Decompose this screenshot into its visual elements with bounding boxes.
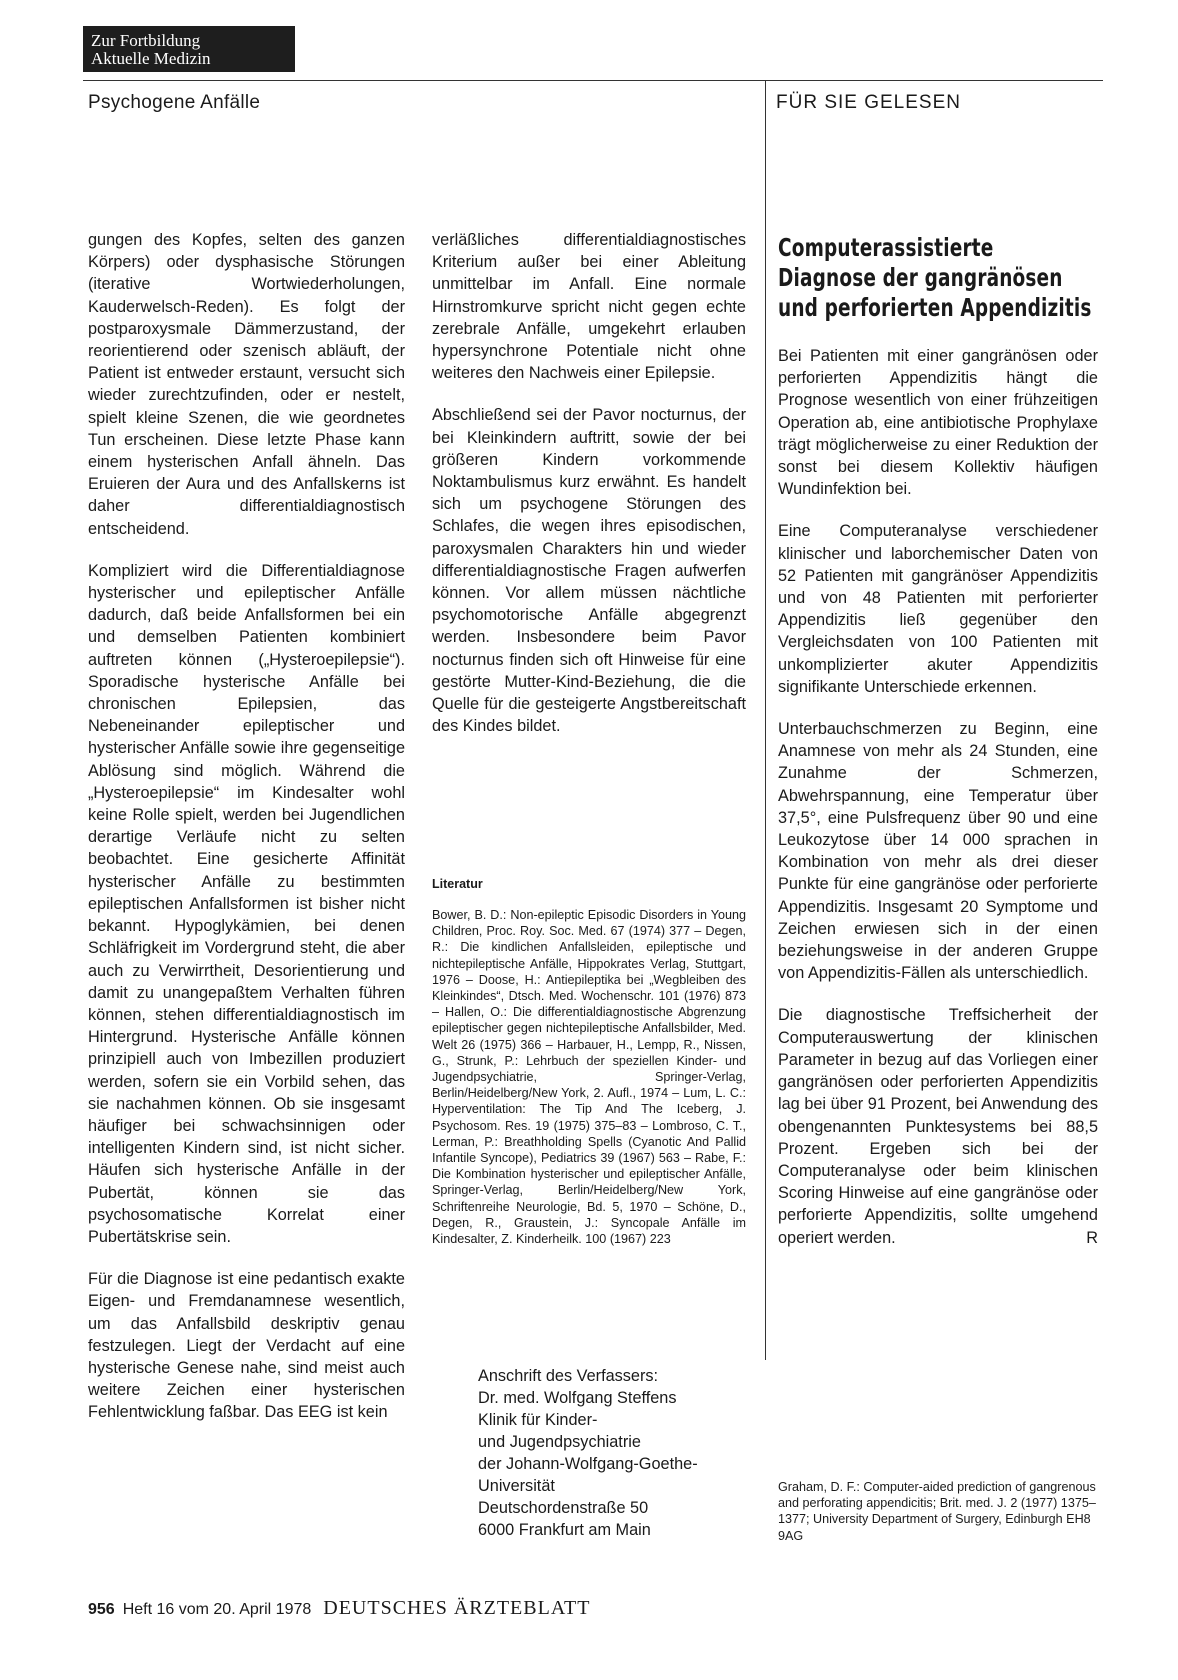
page-footer [88, 1597, 590, 1620]
address-line: Dr. med. Wolfgang Steffens [478, 1389, 677, 1407]
column-3 [778, 229, 1098, 1249]
end-mark: R [1086, 1228, 1098, 1247]
running-head-right: FÜR SIE GELESEN [776, 92, 961, 113]
paragraph: verläßliches differentialdiagnostisches Kriterium außer bei einer Ableitung unmittelbar im Anfall. Eine normale Hirnstromkurve spricht nicht gegen echte zerebrale Anfälle, umgekehrt erlauben hypersynchrone Potentiale nicht ohne weiteres den Nachweis einer Epilepsie. [432, 231, 746, 383]
paragraph: Eine Computeranalyse verschiedener klinischer und laborchemischer Daten von 52 Patienten mit gangränöser Appendizitis und von 48 Patienten mit perforierter Appendizitis ließ gegenüber den Vergleichsdaten von 100 Patienten mit unkomplizierter akuter Appendizitis signifikante Unterschiede erkennen. [778, 522, 1098, 696]
literature-heading: Literatur [432, 877, 483, 891]
address-line: Anschrift des Verfassers: [478, 1367, 659, 1385]
paragraph [778, 1004, 1098, 1248]
address-line: und Jugendpsychiatrie [478, 1433, 641, 1451]
paragraph-text: Die diagnostische Treffsicherheit der Computerauswertung der klinischen Parameter in bezug auf das Vorliegen einer gangränösen oder perforierten Appendizitis lag bei über 91 Prozent, bei Anwendung des obengenannten Punktesystems bei 88,5 Prozent. Ergeben sich bei der Computeranalyse oder beim klinischen Scoring Hinweise auf eine gangränöse oder perforierte Appendizitis, sollte umgehend operiert werden. [778, 1006, 1098, 1247]
paragraph: Bei Patienten mit einer gangränösen oder perforierten Appendizitis hängt die Prognose wesentlich von einer frühzeitigen Operation ab, eine antibiotische Prophylaxe trägt möglicherweise zu einer Reduktion der sonst bei diesem Kollektiv häufigen Wundinfektion bei. [778, 347, 1098, 499]
paragraph: Abschließend sei der Pavor nocturnus, der bei Kleinkindern auftritt, sowie der bei größeren Kindern vorkommende Noktambulismus kurz erwähnt. Es handelt sich um psychogene Störungen des Schlafes, die wegen ihres episodischen, paroxysmalen Charakters hin und wieder differentialdiagnostische Fragen aufwerfen können. Vor allem müssen nächtliche psychomotorische Anfälle abgegrenzt werden. Insbesondere beim Pavor nocturnus finden sich oft Hinweise für eine gestörte Mutter-Kind-Beziehung, die die Quelle für die gesteigerte Angstbereitschaft des Kindes bildet. [432, 406, 746, 736]
paragraph: gungen des Kopfes, selten des ganzen Körpers) oder dysphasische Störungen (iterative Wortwiederholungen, Kauderwelsch-Reden). Es folgt der postparoxysmale Dämmerzustand, der reorientierend oder szenisch abläuft, der Patient ist entweder erstaunt, versucht sich wieder zurechtzufinden, oder er nestelt, spielt kleine Szenen, die wie geordnetes Tun erscheinen. Diese letzte Phase kann einem hysterischen Anfall ähneln. Das Eruieren der Aura und des Anfallskerns ist daher differentialdiagnostisch entscheidend. [88, 231, 405, 538]
address-line: 6000 Frankfurt am Main [478, 1521, 651, 1539]
article-title: Computerassistierte Diagnose der gangränösen und perforierten Appendizitis [778, 233, 1092, 322]
page-number: 956 [88, 1601, 115, 1618]
literature-block [432, 877, 746, 1247]
badge-line-2: Aktuelle Medizin [91, 49, 211, 68]
column-1 [88, 229, 405, 1424]
paragraph: Unterbauchschmerzen zu Beginn, eine Anamnese von mehr als 24 Stunden, eine Zunahme der Schmerzen, Abwehrspannung, eine Temperatur über 37,5°, eine Pulsfrequenz über 90 und eine Leukozytose über 14 000 sprachen in Kombination von mehr als drei dieser Punkte für eine gangränöse oder perforierte Appendizitis. Insgesamt 20 Symptome und Zeichen erwiesen sich in der einen beziehungsweise in der anderen Gruppe von Appendizitis-Fällen als unterschiedlich. [778, 720, 1098, 983]
journal-name: DEUTSCHES ÄRZTEBLATT [323, 1597, 591, 1619]
reference-block [778, 1479, 1100, 1544]
address-line: Klinik für Kinder- [478, 1411, 598, 1429]
section-badge [83, 26, 295, 72]
address-line: der Johann-Wolfgang-Goethe- [478, 1455, 698, 1473]
header-rule [83, 80, 1103, 81]
paragraph: Für die Diagnose ist eine pedantisch exakte Eigen- und Fremdanamnese wesentlich, um das Anfallsbild deskriptiv genau festzulegen. Liegt der Verdacht auf eine hysterische Genese nahe, sind meist auch weitere Zeichen einer hysterischen Fehlentwicklung faßbar. Das EEG ist kein [88, 1270, 405, 1422]
badge-line-1: Zur Fortbildung [91, 31, 201, 50]
reference-text: Graham, D. F.: Computer-aided prediction of gangrenous and perforating appendicitis; Brit. med. J. 2 (1977) 1375–1377; University Department of Surgery, Edinburgh EH8 9AG [778, 1480, 1096, 1543]
address-line: Deutschordenstraße 50 [478, 1499, 649, 1517]
issue-info: Heft 16 vom 20. April 1978 [122, 1601, 312, 1618]
address-line: Universität [478, 1477, 555, 1495]
column-2 [432, 229, 746, 737]
paragraph: Kompliziert wird die Differentialdiagnose hysterischer und epileptischer Anfälle dadurch, daß beide Anfallsformen bei ein und demselben Patienten kombiniert auftreten können („Hysteroepilepsie“). Sporadische hysterische Anfälle bei chronischen Epilepsien, das Nebeneinander epileptischer und hysterischer Anfälle sowie ihre gegenseitige Ablösung sind möglich. Während die „Hysteroepilepsie“ im Kindesalter wohl keine Rolle spielt, werden bei Jugendlichen derartige Verläufe nicht zu selten beobachtet. Eine gesicherte Affinität hysterischer Anfälle zu bestimmten epileptischen Anfallsformen ist bisher nicht bekannt. Hypoglykämien, bei denen Schläfrigkeit im Vordergrund steht, die aber auch zu Verwirrtheit, Desorientierung und damit zu unangepaßtem Verhalten führen können, stehen differentialdiagnostisch im Hintergrund. Hysterische Anfälle können prinzipiell auch von Imbezillen produziert werden, sofern sie ein Vorbild sehen, das sie nachahmen können. Ob sie insgesamt häufiger bei schwachsinnigen oder intelligenten Kindern sind, ist nicht sicher. Häufen sich hysterische Anfälle in der Pubertät, können sie das psychosomatische Korrelat einer Pubertätskrise sein. [88, 561, 405, 1246]
running-head-left: Psychogene Anfälle [88, 92, 261, 113]
author-address [478, 1365, 758, 1541]
column-divider [765, 80, 766, 1360]
literature-text: Bower, B. D.: Non-epileptic Episodic Disorders in Young Children, Proc. Roy. Soc. Med. 67 (1974) 377 – Degen, R.: Die kindlichen Anfallsleiden, epileptische und nichtepileptische Anfälle, Hippokrates Verlag, Stuttgart, 1976 – Doose, H.: Antiepileptika bei „Wegbleiben des Kleinkindes“, Dtsch. Med. Wochenschr. 101 (1976) 873 – Hallen, O.: Die differentialdiagnostische Abgrenzung epileptischer gegen nichtepileptische Anfallsbilder, Med. Welt 26 (1975) 366 – Harbauer, H., Lempp, R., Nissen, G., Strunk, P.: Lehrbuch der speziellen Kinder- und Jugendpsychiatrie, Springer-Verlag, Berlin/Heidelberg/New York, 2. Aufl., 1974 – Lum, L. C.: Hyperventilation: The Tip And The Iceberg, J. Psychosom. Res. 19 (1975) 375–83 – Lombroso, C. T., Lerman, P.: Breathholding Spells (Cyanotic And Pallid Infantile Syncope), Pediatrics 39 (1967) 563 – Rabe, F.: Die Kombination hysterischer und epileptischer Anfälle, Springer-Verlag, Berlin/Heidelberg/New York, Schriftenreihe Neurologie, Bd. 5, 1970 – Schöne, D., Degen, R., Graustein, J.: Syncopale Anfälle im Kindesalter, Z. Kinderheilk. 100 (1967) 223 [432, 908, 746, 1247]
